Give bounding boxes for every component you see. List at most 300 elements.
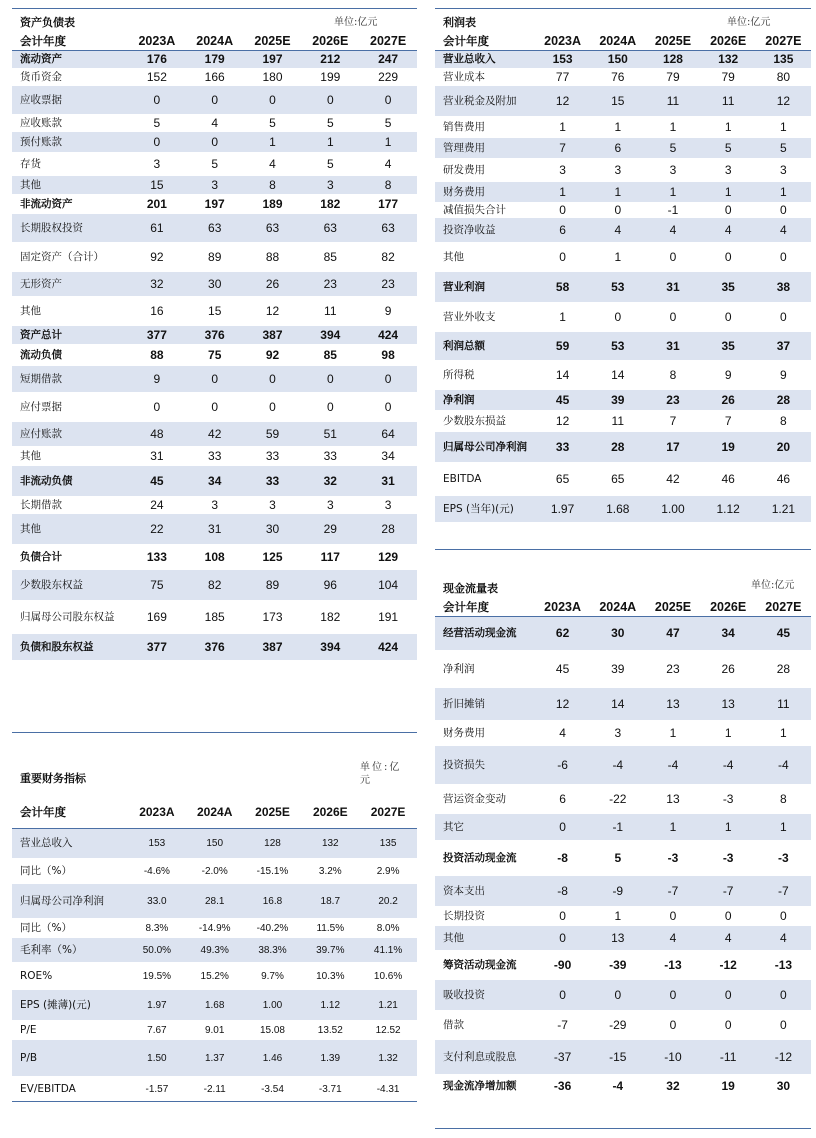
row-value: 5 — [153, 116, 161, 130]
row-value: 9 — [384, 304, 392, 318]
row-label: 其他 — [12, 514, 128, 544]
row-value: 12 — [535, 688, 590, 720]
key-ratios-title: 重要财务指标 — [20, 772, 86, 785]
row-value: 65 — [611, 472, 625, 486]
row-value: 387 — [244, 634, 302, 660]
row-value: 8 — [780, 414, 787, 428]
row-label: 营业总收入 — [12, 828, 128, 858]
row-value: 0 — [186, 132, 244, 152]
table-row — [12, 496, 417, 514]
table-row — [435, 332, 811, 360]
row-value: 0 — [153, 400, 161, 414]
row-value: 1 — [756, 814, 811, 840]
row-value: 34 — [186, 466, 244, 496]
row-label: 固定资产（合计） — [20, 251, 104, 263]
table-row — [12, 296, 417, 326]
row-value: 7 — [535, 138, 590, 158]
table-row — [435, 1074, 811, 1098]
row-label: 其他 — [435, 926, 535, 950]
row-value: 1 — [724, 726, 732, 740]
table-row — [12, 938, 417, 962]
row-value: 12 — [535, 86, 590, 116]
row-value: 26 — [721, 662, 735, 676]
row-value: 1 — [724, 120, 732, 134]
row-label: 投资活动现金流 — [443, 852, 517, 864]
row-label: 财务费用 — [435, 182, 535, 202]
row-label: 非流动负债 — [12, 466, 128, 496]
row-value: 92 — [150, 250, 164, 264]
row-value: 11 — [701, 86, 756, 116]
row-value: 26 — [244, 272, 302, 296]
row-value: 33 — [535, 432, 590, 462]
income-statement-unit: 单位:亿元 — [727, 17, 771, 28]
row-value: 10.6% — [373, 970, 403, 982]
row-label: 财务费用 — [443, 727, 485, 739]
row-value: 32 — [301, 466, 359, 496]
row-value: 4 — [645, 218, 700, 242]
row-value: -15 — [590, 1040, 645, 1074]
row-value: 4 — [211, 116, 219, 130]
row-label: 支付利息或股息 — [435, 1040, 535, 1074]
row-value: 7.67 — [147, 1024, 167, 1036]
row-value: 0 — [780, 203, 787, 217]
row-value: 0 — [535, 980, 590, 1010]
row-value: 11 — [324, 304, 337, 318]
row-label: 毛利率（%） — [12, 938, 128, 962]
row-value: 29 — [301, 514, 359, 544]
row-value: 18.7 — [301, 884, 359, 918]
table-row — [12, 326, 417, 344]
row-value: 15.08 — [259, 1024, 285, 1036]
row-value: 63 — [244, 214, 302, 242]
row-label: 同比（%） — [20, 865, 72, 877]
row-label: 非流动资产 — [20, 198, 73, 210]
row-value: 150 — [590, 50, 645, 68]
row-value: 32 — [666, 1079, 680, 1093]
row-value: 38.3% — [244, 938, 302, 962]
row-label: 资本支出 — [435, 876, 535, 906]
row-label: 少数股东权益 — [12, 570, 128, 600]
row-value: 1 — [244, 132, 302, 152]
row-value: 0 — [186, 86, 244, 114]
row-label: 长期投资 — [443, 910, 485, 922]
header-row — [435, 598, 811, 616]
row-value: 41.1% — [359, 938, 417, 962]
row-value: -6 — [535, 746, 590, 784]
row-value: 1 — [614, 909, 622, 923]
row-value: 1.00 — [244, 990, 302, 1020]
row-value: 1 — [590, 182, 645, 202]
row-value: -12 — [719, 958, 737, 972]
row-value: 0 — [614, 203, 622, 217]
row-value: 182 — [320, 610, 341, 624]
row-value: 0 — [701, 980, 756, 1010]
row-label: 短期借款 — [12, 366, 128, 392]
row-value: 1 — [669, 726, 677, 740]
row-value: -2.11 — [203, 1083, 226, 1095]
row-value: 125 — [262, 550, 283, 564]
row-value: 4 — [701, 926, 756, 950]
row-value: 0 — [326, 400, 334, 414]
row-value: 30 — [590, 616, 645, 650]
row-value: 8.0% — [376, 922, 400, 934]
income-statement-title: 利润表 — [443, 16, 476, 29]
table-row — [12, 132, 417, 152]
table-row — [435, 496, 811, 522]
table-row — [435, 242, 811, 272]
row-value: 1.39 — [301, 1040, 359, 1076]
row-value: -3 — [667, 851, 679, 865]
row-value: 22 — [128, 514, 186, 544]
row-value: -1 — [590, 814, 645, 840]
row-value: 8 — [669, 368, 677, 382]
row-value: 0 — [535, 814, 590, 840]
balance-sheet-unit: 单位:亿元 — [334, 17, 378, 28]
row-value: 0 — [669, 310, 677, 324]
row-value: 0 — [724, 250, 732, 264]
row-value: 30 — [776, 1079, 791, 1093]
row-value: -9 — [590, 876, 645, 906]
row-value: 132 — [701, 50, 756, 68]
row-label: 应付账款 — [12, 422, 128, 446]
table-row — [12, 1040, 417, 1076]
header-row — [12, 796, 417, 828]
table-row — [435, 926, 811, 950]
row-value: 47 — [645, 616, 700, 650]
row-value: -40.2% — [256, 922, 289, 934]
row-value: -4 — [590, 746, 645, 784]
row-value: 9.7% — [261, 970, 284, 982]
row-value: 15.2% — [200, 970, 229, 982]
row-label: 现金流净增加额 — [443, 1080, 517, 1092]
table-row — [12, 68, 417, 86]
row-value: 376 — [186, 634, 244, 660]
row-label: 应收票据 — [12, 86, 128, 114]
row-value: 5 — [384, 116, 392, 130]
row-value: 135 — [756, 50, 811, 68]
row-value: 1.97 — [535, 496, 590, 522]
row-value: 4 — [559, 726, 566, 740]
row-value: 0 — [301, 366, 359, 392]
column-header-year: 2024A — [186, 796, 244, 828]
row-value: -8 — [557, 851, 568, 865]
row-value: -1 — [667, 203, 679, 217]
row-value: 85 — [323, 250, 337, 264]
row-label: 其他 — [443, 251, 464, 263]
row-value: 0 — [301, 86, 359, 114]
row-value: 46 — [721, 472, 735, 486]
row-value: 3 — [269, 498, 276, 512]
row-value: 42 — [666, 472, 680, 486]
row-value: 89 — [244, 570, 302, 600]
row-value: 3 — [669, 163, 677, 177]
row-value: 28 — [756, 390, 811, 410]
table-row — [435, 720, 811, 746]
row-value: 33 — [244, 466, 302, 496]
row-value: 1.97 — [128, 990, 186, 1020]
row-value: 19.5% — [142, 970, 172, 982]
row-value: 51 — [301, 422, 359, 446]
column-header-year: 2024A — [590, 32, 645, 50]
table-row — [12, 242, 417, 272]
row-value: 0 — [244, 366, 302, 392]
row-value: 45 — [555, 662, 570, 676]
row-value: 153 — [535, 50, 590, 68]
row-value: 5 — [756, 138, 811, 158]
row-value: 12 — [555, 414, 570, 428]
row-value: 3 — [614, 163, 622, 177]
row-value: 19 — [701, 432, 756, 462]
row-value: 4 — [384, 157, 392, 171]
row-value: -7 — [701, 876, 756, 906]
row-value: 11 — [611, 414, 625, 428]
row-label: 预付账款 — [12, 132, 128, 152]
row-value: 30 — [244, 514, 302, 544]
row-label: 少数股东损益 — [443, 415, 506, 427]
row-value: 3.2% — [318, 865, 342, 877]
table-row — [12, 828, 417, 858]
row-value: 1 — [701, 814, 756, 840]
row-value: 24 — [150, 498, 164, 512]
row-value: 28 — [776, 662, 791, 676]
row-value: 31 — [186, 514, 244, 544]
table-row — [435, 410, 811, 432]
column-header-year: 2025E — [244, 796, 302, 828]
row-value: 34 — [381, 449, 395, 463]
row-value: 37 — [756, 332, 811, 360]
row-value: 63 — [301, 214, 359, 242]
row-value: 1 — [780, 120, 787, 134]
row-value: 28 — [590, 432, 645, 462]
row-value: 1 — [301, 132, 359, 152]
table-row — [435, 360, 811, 390]
row-label: 归属母公司净利润 — [435, 432, 535, 462]
column-header-year: 2026E — [301, 796, 359, 828]
row-value: 13 — [645, 688, 700, 720]
balance-sheet-table — [12, 32, 417, 660]
row-value: 1.32 — [359, 1040, 417, 1076]
row-value: -4 — [612, 1079, 624, 1093]
row-value: 0 — [724, 310, 732, 324]
row-value: 48 — [128, 422, 186, 446]
row-label: 吸收投资 — [435, 980, 535, 1010]
row-value: 0 — [724, 1018, 732, 1032]
row-value: 1 — [701, 182, 756, 202]
cash-flow-unit: 单位:亿元 — [751, 580, 795, 591]
row-label: ROE% — [20, 970, 53, 982]
column-header-label: 会计年度 — [12, 796, 128, 828]
row-value: 229 — [378, 70, 399, 84]
row-label: 管理费用 — [435, 138, 535, 158]
row-value: -3 — [778, 851, 789, 865]
row-value: -12 — [756, 1040, 811, 1074]
row-value: 0 — [645, 980, 700, 1010]
row-value: 152 — [146, 70, 167, 84]
row-value: 15 — [590, 86, 645, 116]
header-row — [12, 32, 417, 50]
row-value: 9 — [724, 368, 732, 382]
row-value: 377 — [128, 634, 186, 660]
row-value: 11.5% — [316, 922, 345, 934]
row-value: 23 — [666, 662, 680, 676]
row-label: 营业利润 — [435, 272, 535, 302]
row-value: 180 — [262, 70, 283, 84]
row-value: 1 — [645, 814, 700, 840]
cash-flow-panel — [435, 574, 811, 1098]
table-row — [435, 616, 811, 650]
row-value: 76 — [611, 70, 625, 84]
row-value: 247 — [359, 50, 417, 68]
row-label: 应收账款 — [20, 117, 62, 129]
row-value: 0 — [559, 250, 566, 264]
column-header-year: 2026E — [301, 32, 359, 50]
row-value: 3 — [780, 163, 787, 177]
row-value: 77 — [555, 70, 570, 84]
row-value: 39.7% — [301, 938, 359, 962]
row-value: 5 — [614, 851, 622, 865]
row-value: 0 — [211, 400, 219, 414]
row-value: 8 — [780, 792, 787, 806]
row-value: 31 — [645, 332, 700, 360]
header-row — [435, 32, 811, 50]
row-value: 17 — [645, 432, 700, 462]
row-label: 营业税金及附加 — [435, 86, 535, 116]
row-value: 129 — [378, 550, 399, 564]
row-value: -10 — [645, 1040, 700, 1074]
row-value: 5 — [326, 116, 334, 130]
row-value: 30 — [186, 272, 244, 296]
table-row — [435, 746, 811, 784]
column-header-year: 2023A — [535, 32, 590, 50]
table-row — [435, 158, 811, 182]
row-value: 133 — [146, 550, 167, 564]
row-value: 79 — [721, 70, 735, 84]
table-row — [435, 432, 811, 462]
row-value: 58 — [535, 272, 590, 302]
row-value: 0 — [780, 1018, 787, 1032]
row-label: P/B — [12, 1040, 128, 1076]
row-value: 5 — [326, 157, 334, 171]
column-header-label: 会计年度 — [435, 598, 535, 616]
table-row — [435, 218, 811, 242]
row-label: 营业外收支 — [443, 311, 496, 323]
key-ratios-unit: 单位:亿元 — [360, 762, 402, 786]
row-value: 3 — [301, 176, 359, 194]
row-value: 10.3% — [316, 970, 345, 982]
row-value: 176 — [128, 50, 186, 68]
row-label: 净利润 — [435, 390, 535, 410]
row-value: -4 — [645, 746, 700, 784]
row-value: 23 — [301, 272, 359, 296]
row-value: 0 — [669, 1018, 677, 1032]
row-value: -7 — [557, 1018, 568, 1032]
row-value: 15 — [128, 176, 186, 194]
row-value: 7 — [724, 414, 732, 428]
row-value: -29 — [609, 1018, 627, 1032]
row-value: 5 — [701, 138, 756, 158]
table-row — [435, 906, 811, 926]
row-value: 8 — [359, 176, 417, 194]
row-label: 借款 — [443, 1019, 464, 1031]
row-value: 197 — [244, 50, 302, 68]
row-label: 研发费用 — [443, 164, 485, 176]
row-value: 89 — [208, 250, 222, 264]
row-value: 13 — [666, 792, 680, 806]
row-label: 投资净收益 — [435, 218, 535, 242]
row-value: 34 — [701, 616, 756, 650]
table-row — [12, 152, 417, 176]
row-value: 0 — [186, 366, 244, 392]
row-value: 201 — [146, 197, 167, 211]
row-value: 14 — [590, 688, 645, 720]
row-value: 63 — [186, 214, 244, 242]
row-value: 14 — [555, 368, 570, 382]
row-value: 0 — [359, 366, 417, 392]
row-value: 5 — [269, 116, 276, 130]
row-value: 11 — [645, 86, 700, 116]
column-header-year: 2023A — [128, 796, 186, 828]
row-label: 归属母公司股东权益 — [20, 611, 115, 623]
row-value: 4 — [756, 926, 811, 950]
row-value: 387 — [244, 326, 302, 344]
row-value: 135 — [359, 828, 417, 858]
row-value: 9.01 — [204, 1024, 225, 1036]
row-value: 1 — [614, 120, 622, 134]
row-value: -36 — [553, 1079, 572, 1093]
table-row — [12, 918, 417, 938]
row-value: -8 — [535, 876, 590, 906]
table-row — [12, 514, 417, 544]
row-label: 存货 — [20, 158, 41, 170]
row-value: 50.0% — [128, 938, 186, 962]
row-value: 59 — [244, 422, 302, 446]
table-row — [12, 392, 417, 422]
row-value: 9 — [128, 366, 186, 392]
row-value: 1.46 — [244, 1040, 302, 1076]
row-value: 3 — [326, 498, 334, 512]
row-value: 1.12 — [701, 496, 756, 522]
row-value: 3 — [559, 163, 566, 177]
row-value: -7 — [645, 876, 700, 906]
row-value: -13 — [664, 958, 682, 972]
row-value: 15 — [208, 304, 222, 318]
table-row — [435, 202, 811, 218]
row-value: 179 — [186, 50, 244, 68]
table-row — [435, 50, 811, 68]
row-value: 197 — [204, 197, 225, 211]
row-value: 0 — [780, 909, 787, 923]
row-value: 1.68 — [590, 496, 645, 522]
column-header-year: 2024A — [590, 598, 645, 616]
row-value: 53 — [590, 332, 645, 360]
row-value: -90 — [553, 958, 572, 972]
row-value: -39 — [609, 958, 627, 972]
income-statement-panel — [435, 8, 811, 522]
row-value: 9 — [780, 368, 787, 382]
key-ratios-table — [12, 796, 417, 1102]
row-value: 33 — [265, 449, 280, 463]
row-value: -3.54 — [261, 1083, 284, 1095]
row-value: -3.71 — [318, 1083, 342, 1095]
row-value: 0 — [780, 250, 787, 264]
table-row — [12, 466, 417, 496]
row-value: 0 — [724, 203, 732, 217]
row-value: 394 — [301, 634, 359, 660]
row-value: 31 — [645, 272, 700, 302]
row-value: 1.21 — [359, 990, 417, 1020]
row-value: 117 — [320, 550, 340, 564]
row-value: 3 — [614, 726, 622, 740]
